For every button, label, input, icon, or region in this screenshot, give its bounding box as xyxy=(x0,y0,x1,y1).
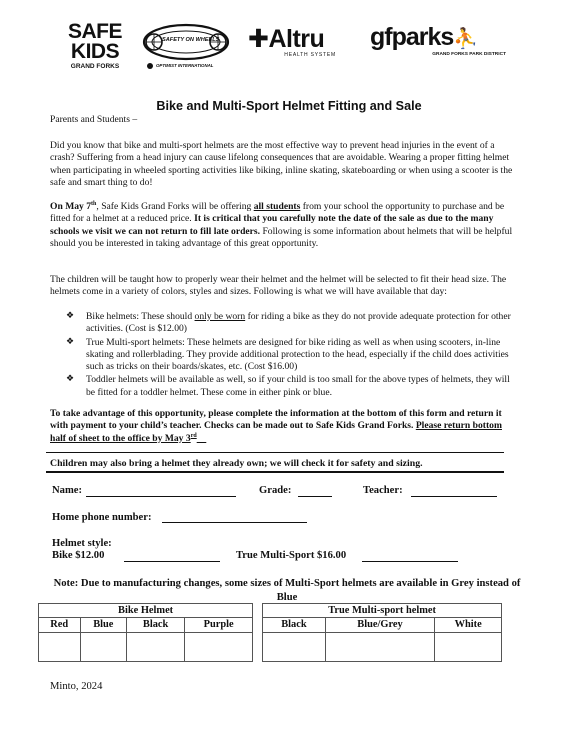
gf-parks-logo-name: gfparks xyxy=(370,23,454,51)
table-header-row xyxy=(39,618,502,632)
altru-logo-name: Altru xyxy=(268,25,325,53)
divider-top xyxy=(46,452,504,453)
teacher-label: Teacher: xyxy=(363,485,403,496)
multi-sport-group-header: True Multi-sport helmet xyxy=(263,604,502,618)
safe-kids-logo-line1: SAFE xyxy=(67,20,122,43)
footer-credit: Minto, 2024 xyxy=(50,681,103,692)
safety-on-wheels-sub: OPTIMIST INTERNATIONAL xyxy=(156,63,214,68)
color-header-blue-grey: Blue/Grey xyxy=(325,618,435,632)
qty-cell-red[interactable] xyxy=(39,632,81,661)
multi-sport-quantity-field[interactable] xyxy=(362,561,458,562)
gf-parks-logo xyxy=(370,24,510,58)
qty-cell-blue-grey[interactable] xyxy=(325,632,435,661)
sale-date-paragraph xyxy=(50,201,520,250)
manufacturing-note: Note: Due to manufacturing changes, some sizes of Multi-Sport helmets are available in Grey instead of Blue xyxy=(53,578,521,603)
sale-text-3: Following is some information about helmets that will be helpful should you be interested in taking advantage of this great opportunity. xyxy=(50,225,513,249)
helmet-info-paragraph: The children will be taught how to properly wear their helmet and the helmet will be selected to fit their head size. The helmets come in a variety of colors, styles and sizes. Following is what we will have available that day: xyxy=(50,274,507,298)
table-group-header-row xyxy=(39,604,502,618)
qty-cell-purple[interactable] xyxy=(185,632,253,661)
color-header-multi-black: Black xyxy=(263,618,325,632)
greeting: Parents and Students – xyxy=(50,114,138,125)
safe-kids-logo xyxy=(64,22,126,71)
critical-note: It is critical that you carefully note the date of the sale as due to the many schools we visit we can not return to fill late orders. xyxy=(50,213,494,237)
sale-text-2: from your school the opportunity to purchase and be fitted for a helmet at a reduced price. xyxy=(50,201,505,225)
color-header-purple: Purple xyxy=(185,618,253,632)
diamond-bullet-icon: ❖ xyxy=(66,374,75,385)
sale-date-suffix: th xyxy=(91,201,97,207)
home-phone-label: Home phone number: xyxy=(52,512,152,523)
safety-on-wheels-logo xyxy=(140,22,232,72)
list-item: ❖ Bike helmets: These should only be worn for riding a bike as they do not provide adequate protection for other activities. (Cost is $12.00) xyxy=(66,311,511,335)
bring-helmet-note: Children may also bring a helmet they already own; we will check it for safety and sizing. xyxy=(50,458,423,469)
sale-date: On May 7 xyxy=(50,201,92,213)
bike-helmet-group-header: Bike Helmet xyxy=(39,604,253,618)
qty-cell-blue[interactable] xyxy=(80,632,127,661)
sponsor-logos xyxy=(60,18,530,78)
altru-logo-sub: HEALTH SYSTEM xyxy=(284,52,336,58)
table-row xyxy=(39,632,502,661)
home-phone-field[interactable] xyxy=(162,522,307,523)
bike-price-label: Bike $12.00 xyxy=(52,550,105,561)
bike-quantity-field[interactable] xyxy=(124,561,220,562)
page-title: Bike and Multi-Sport Helmet Fitting and Sale xyxy=(156,99,422,113)
diamond-bullet-icon: ❖ xyxy=(66,336,75,347)
list-item: ❖ True Multi-sport helmets: These helmets are designed for bike riding as well as when using scooters, in-line skating and rollerblading. They provide additional protection to the head, especially if the child does activities such as tricks on their boards/skates, etc. (Cost $16.00) xyxy=(66,336,509,373)
color-header-blue: Blue xyxy=(80,618,127,632)
color-header-white: White xyxy=(435,618,502,632)
list-item: ❖ Toddler helmets will be available as well, so if your child is too small for the above types of helmets, they will be fitted for a toddler helmet. These come in either pink or blue. xyxy=(66,374,510,398)
color-header-black: Black xyxy=(127,618,185,632)
running-figure-icon: ⛹ xyxy=(453,28,478,50)
return-instructions: To take advantage of this opportunity, please complete the information at the bottom of this form and return it with payment to your child’s teacher. Checks can be made out to Safe Kids Grand Forks. Please return bottom half of sheet to the office by May 3rd xyxy=(50,408,502,444)
divider-bottom xyxy=(46,471,504,473)
grade-field[interactable] xyxy=(298,496,332,497)
qty-cell-black[interactable] xyxy=(127,632,185,661)
name-field[interactable] xyxy=(86,496,236,497)
teacher-field[interactable] xyxy=(411,496,497,497)
gf-parks-logo-sub: GRAND FORKS PARK DISTRICT xyxy=(432,52,506,57)
diamond-bullet-icon: ❖ xyxy=(66,311,75,321)
color-header-red: Red xyxy=(39,618,81,632)
safety-on-wheels-ring-text: SAFETY ON WHEELS xyxy=(162,37,220,43)
helmet-color-table xyxy=(38,603,502,662)
intro-paragraph: Did you know that bike and multi-sport helmets are the most effective way to prevent head injuries in the event of a crash? Suffering from a head injury can cause lifelong consequences that are avoidable. Wearing a proper fitting helmet when participating in wheeled sporting activities like biking, inline skating, skateboarding or when using a scooter is the safe and smart thing to do! xyxy=(50,140,513,188)
altru-plus-icon: ✚ xyxy=(248,25,269,53)
altru-logo xyxy=(248,26,348,58)
multi-sport-price-label: True Multi-Sport $16.00 xyxy=(236,550,347,561)
sale-text-1: , Safe Kids Grand Forks will be offering xyxy=(96,201,254,213)
qty-cell-white[interactable] xyxy=(435,632,502,661)
grade-label: Grade: xyxy=(259,485,292,496)
all-students-text: all students xyxy=(253,201,301,213)
safe-kids-logo-line2: KIDS xyxy=(70,40,120,63)
helmet-style-label: Helmet style: xyxy=(52,538,112,549)
safe-kids-logo-sub: GRAND FORKS xyxy=(70,63,120,70)
return-deadline: Please return bottom half of sheet to the office by May 3 xyxy=(50,420,502,444)
name-label: Name: xyxy=(52,485,83,496)
helmet-types-list xyxy=(66,311,518,400)
qty-cell-multi-black[interactable] xyxy=(263,632,325,661)
